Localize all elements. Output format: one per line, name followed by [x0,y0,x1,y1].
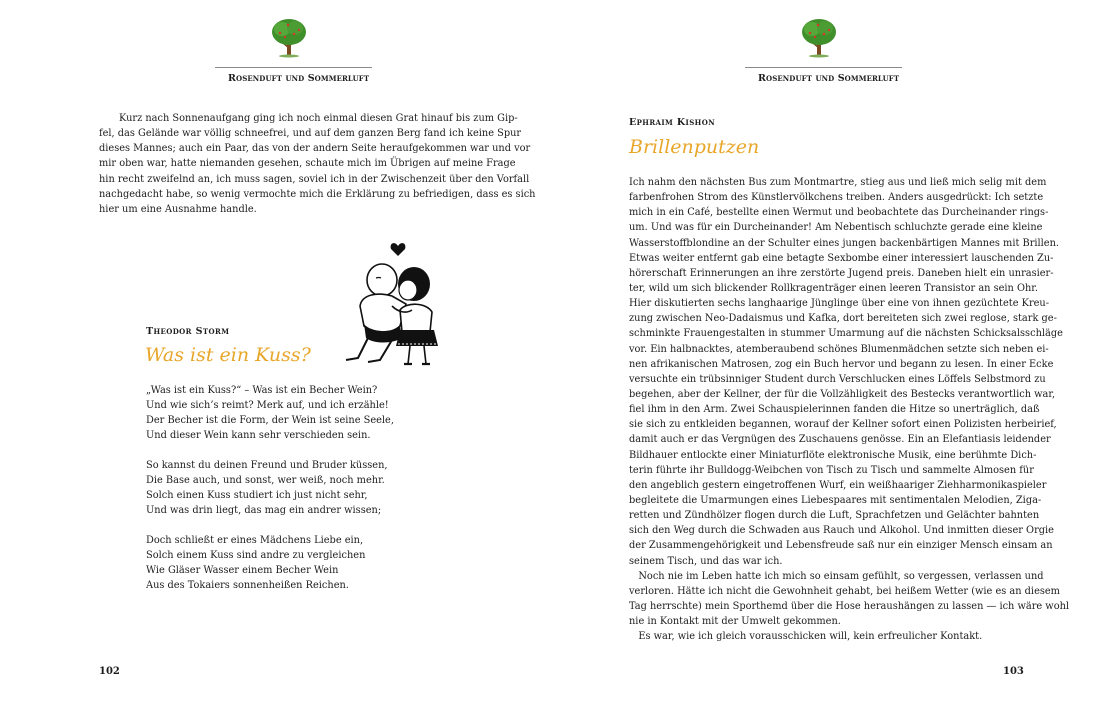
prose-line: farbenfrohen Strom des Künstlervölkchens treiben. Anders ausgedrückt: Ich setzte [629,192,1044,204]
poem-line: Aus des Tokaiers sonnenheißen Reichen. [146,580,349,592]
left-page [0,0,558,720]
prose-line: hörerschaft Erinnerungen an ihre zerstörte Jugend preis. Daneben hielt ein unrasier- [629,267,1054,279]
prose-line: fiel ihm in den Arm. Zwei Schauspielerinnen fanden die Hitze so unerträglich, daß [629,404,1040,416]
stanza [146,533,394,593]
poem-title: Was ist ein Kuss? [145,344,311,366]
prose-line: sich den Weg durch die Schwaden aus Rauch und Alkohol. Und inmitten dieser Orgie [629,525,1054,537]
story-title: Brillenputzen [629,136,760,158]
prose-line: zung zwischen Neo-Dadaismus und Kafka, dort bereiteten sich zwei reglose, stark ge- [629,313,1057,325]
prose-line: Ich nahm den nächsten Bus zum Montmartre, stieg aus und ließ mich selig mit dem [629,177,1047,188]
prose-line: Etwas weiter entfernt gab eine betagte Sexbombe einer interessiert lauschenden Zu- [629,252,1054,264]
prose-line: Bildhauer entlockte einer Miniaturflöte elektronische Musik, eine berühmte Dich- [629,449,1037,461]
header-rule [215,67,372,68]
prose-line: Hier diskutierten sechs langhaarige Jünglinge über eine von ihnen gezüchtete Kreu- [629,298,1050,310]
prose-line: seinem Tisch, und das war ich. [629,555,783,567]
prose-line: hier um eine Ausnahme handle. [99,203,257,215]
page-number: 102 [99,666,120,677]
stanza [146,383,394,443]
running-head: Rosenduft und Sommerluft [228,73,370,84]
prose-line: dieses Mannes; auch ein Paar, das von der andern Seite heraufgekommen war und vor [99,143,531,155]
story-text [629,175,1069,644]
prose-line: schminkte Frauengestalten in stummer Umarmung auf die nächsten Schicksalsschläge [629,328,1063,340]
prose-line: nachgedacht habe, so wenig vermochte mich die Erklärung zu befriedigen, dass es sich [99,188,536,200]
prose-line: mir oben war, hatte niemanden gesehen, schaute mich im Übrigen auf meine Frage [99,158,516,170]
poem-line: Wie Gläser Wasser einem Becher Wein [146,565,339,577]
poem-line: Der Becher ist die Form, der Wein ist seine Seele, [146,415,394,427]
right-page [559,0,1117,720]
tree-icon [270,18,308,58]
prose-line: Es war, wie ich gleich vorausschicken will, kein erfreulicher Kontakt. [629,631,983,643]
prose-line: retten und Zündhölzer flogen durch die Luft, Sprachfetzen und Gelächter bahnten [629,510,1040,522]
poem-line: „Was ist ein Kuss?“ – Was ist ein Becher Wein? [146,385,378,396]
header-rule [745,67,902,68]
poem-line: Und was drin liegt, das mag ein andrer wissen; [146,505,382,517]
tree-icon [800,18,838,58]
prose-block [99,111,536,217]
prose-line: mich in ein Café, bestellte einen Wermut und beobachtete das Durcheinander rings- [629,207,1049,219]
poem-line: Doch schließt er eines Mädchens Liebe ein, [146,534,364,546]
prose-line: Noch nie im Leben hatte ich mich so einsam gefühlt, so vergessen, verlassen und [629,570,1044,582]
page-number: 103 [1003,666,1024,677]
prose-line: hin recht zweifelnd an, ich muss sagen, soviel ich in der Zwischenzeit über den Vorfall [99,173,530,185]
stanza [146,458,394,518]
poem-line: Die Base auch, und sonst, wer weiß, noch mehr. [146,475,385,487]
prose-line: damit auch er das Vergnügen des Zuschauens genösse. Ein an Elefantiasis leidender [629,434,1051,446]
author-name: Theodor Storm [146,326,230,337]
prose-line: begleitete die Umarmungen eines Liebespaares mit sentimentalen Melodien, Ziga- [629,494,1042,506]
poem-line: Solch einem Kuss sind andre zu vergleichen [146,550,366,562]
poem-line: So kannst du deinen Freund und Bruder küssen, [146,459,388,471]
prose-line: terin führte ihr Bulldogg-Weibchen von Tisch zu Tisch und sammelte Almosen für [629,464,1034,476]
poem-line: Und dieser Wein kann sehr verschieden sein. [146,430,371,442]
prose-line: ter, wild um sich blickender Rollkragenträger einen leeren Transistor an sein Ohr. [629,282,1039,294]
author-name: Ephraim Kishon [629,117,715,128]
prose-line: um. Und was für ein Durcheinander! Am Nebentisch schluchzte gerade eine kleine [629,222,1043,234]
prose-line: verloren. Hätte ich nicht die Gewohnheit gehabt, bei heißem Wetter (wie es an diesem [629,585,1060,597]
prose-line: den angeblich gestern eingetroffenen Wurf, ein weißhaariger Ziehharmonikaspieler [629,479,1047,491]
running-head: Rosenduft und Sommerluft [758,73,900,84]
prose-line: nie in Kontakt mit der Umwelt gekommen. [629,616,841,628]
prose-line: Kurz nach Sonnenaufgang ging ich noch einmal diesen Grat hinauf bis zum Gip- [119,113,518,124]
kissing-couple-illustration [336,240,444,368]
prose-line: Tag herrschte) mein Sporthemd über die Hose heraushängen zu lassen — ich wäre wohl [629,600,1070,612]
prose-line: fel, das Gelände war völlig schneefrei, und auf dem ganzen Berg fand ich keine Spur [99,128,522,140]
prose-line: der Zusammengehörigkeit und Lebensfreude saß nur ein einziger Mensch einsam an [629,540,1053,552]
prose-line: nen afrikanischen Matrosen, zog ein Buch hervor und begann zu lesen. In einer Ecke [629,358,1054,370]
poem-line: Solch einen Kuss studiert ich just nicht sehr, [146,490,368,502]
poem-line: Und wie sich’s reimt? Merk auf, und ich erzähle! [146,400,389,412]
prose-line: begehen, aber der Kellner, der für die Vollzähligkeit des Bestecks verantwortlich war, [629,388,1056,400]
prose-line: vor. Ein halbnacktes, atemberaubend schönes Blumenmädchen setzte sich neben ei- [629,343,1049,355]
prose-line: sie sich zu entkleiden begannen, worauf der Kellner sofort einen Polizisten herbeirief, [629,419,1057,431]
prose-line: versuchte ein trübsinniger Student durch Verschlucken eines Löffels Selbstmord zu [629,373,1046,385]
prose-line: Wasserstoffblondine an der Schulter eines jungen backenbärtigen Mannes mit Brillen. [629,237,1060,249]
poem [146,383,394,608]
